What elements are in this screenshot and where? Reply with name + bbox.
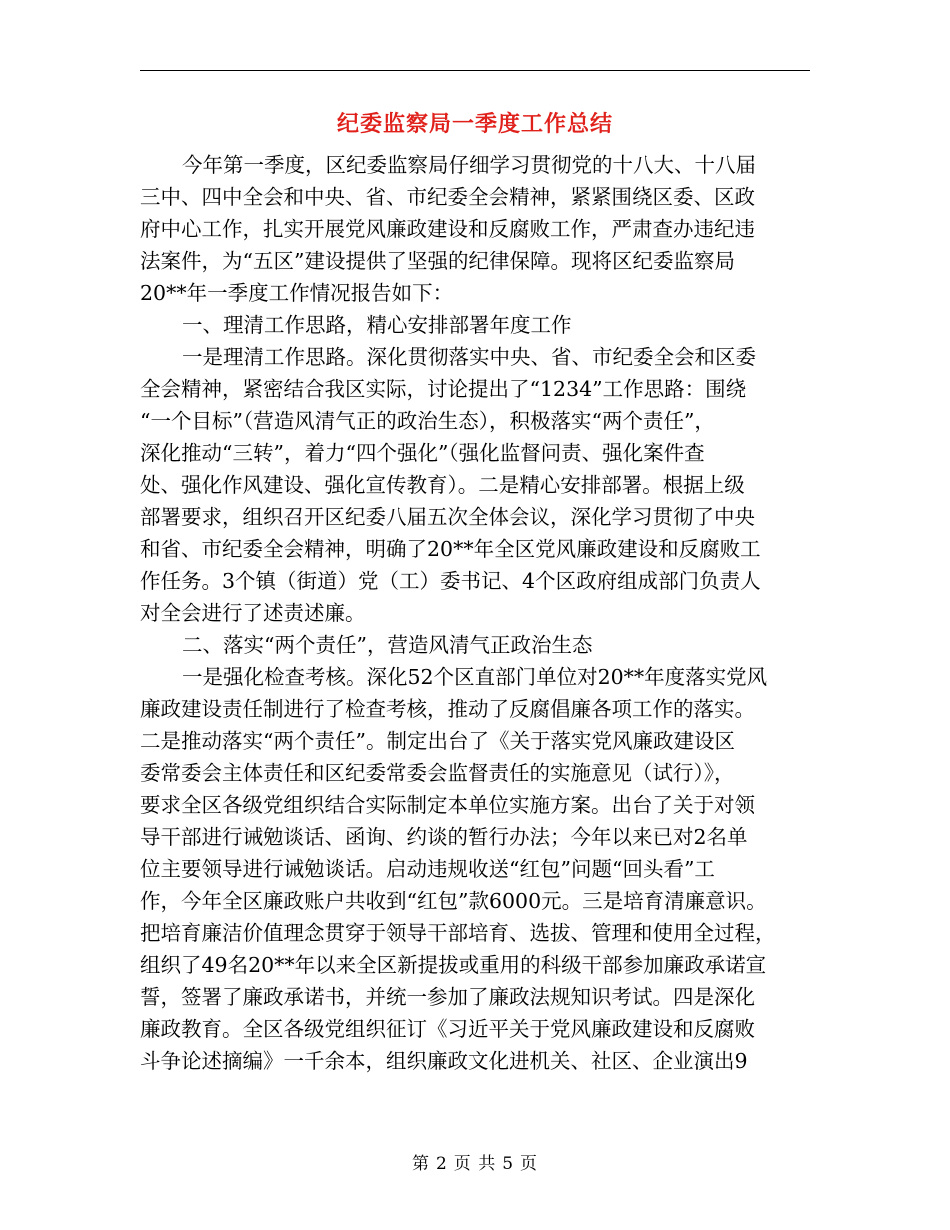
body-line: 誓，签署了廉政承诺书，并统一参加了廉政法规知识考试。四是深化 bbox=[140, 985, 755, 1009]
body-line: “一个目标”（营造风清气正的政治生态），积极落实“两个责任”， bbox=[140, 409, 715, 433]
body-line: 委常委会主体责任和区纪委常委会监督责任的实施意见（试行）》， bbox=[140, 761, 735, 785]
footer-middle: 页 共 bbox=[453, 1154, 497, 1174]
footer-prefix: 第 bbox=[411, 1154, 430, 1174]
body-line: 府中心工作，扎实开展党风廉政建设和反腐败工作，严肃查办违纪违 bbox=[140, 217, 755, 241]
body-line: 对全会进行了述责述廉。 bbox=[140, 601, 366, 625]
footer-suffix: 页 bbox=[520, 1154, 539, 1174]
body-line: 三中、四中全会和中央、省、市纪委全会精神，紧紧围绕区委、区政 bbox=[140, 185, 755, 209]
document-title: 纪委监察局一季度工作总结 bbox=[336, 111, 613, 137]
body-line: 和省、市纪委全会精神，明确了20**年全区党风廉政建设和反腐败工 bbox=[140, 537, 761, 561]
body-line: 二是推动落实“两个责任”。制定出台了《关于落实党风廉政建设区 bbox=[140, 729, 735, 753]
body-line: 一是理清工作思路。深化贯彻落实中央、省、市纪委全会和区委 bbox=[182, 345, 756, 369]
footer-current-page: 2 bbox=[435, 1154, 448, 1174]
body-line: 处、强化作风建设、强化宣传教育）。二是精心安排部署。根据上级 bbox=[140, 473, 745, 497]
body-line: 位主要领导进行诫勉谈话。启动违规收送“红包”问题“回头看”工 bbox=[140, 857, 715, 881]
document-body bbox=[140, 149, 810, 1077]
body-line: 全会精神，紧密结合我区实际，讨论提出了“1234”工作思路：围绕 bbox=[140, 377, 747, 401]
body-line: 导干部进行诫勉谈话、函询、约谈的暂行办法；今年以来已对2名单 bbox=[140, 825, 748, 849]
body-line: 20**年一季度工作情况报告如下： bbox=[140, 281, 454, 305]
body-line: 斗争论述摘编》一千余本，组织廉政文化进机关、社区、企业演出9 bbox=[140, 1049, 748, 1073]
body-line: 法案件，为“五区”建设提供了坚强的纪律保障。现将区纪委监察局 bbox=[140, 249, 735, 273]
body-line: 今年第一季度，区纪委监察局仔细学习贯彻党的十八大、十八届 bbox=[182, 153, 756, 177]
body-line: 作任务。3个镇（街道）党（工）委书记、4个区政府组成部门负责人 bbox=[140, 569, 761, 593]
body-line: 组织了49名20**年以来全区新提拔或重用的科级干部参加廉政承诺宣 bbox=[140, 953, 767, 977]
body-line: 二、落实“两个责任”，营造风清气正政治生态 bbox=[182, 633, 593, 657]
body-line: 把培育廉洁价值理念贯穿于领导干部培育、选拔、管理和使用全过程， bbox=[140, 921, 776, 945]
body-line: 廉政建设责任制进行了检查考核，推动了反腐倡廉各项工作的落实。 bbox=[140, 697, 755, 721]
footer-total-pages: 5 bbox=[502, 1154, 515, 1174]
body-line: 要求全区各级党组织结合实际制定本单位实施方案。出台了关于对领 bbox=[140, 793, 755, 817]
body-line: 作，今年全区廉政账户共收到“红包”款6000元。三是培育清廉意识。 bbox=[140, 889, 767, 913]
header-rule bbox=[140, 70, 810, 71]
body-line: 部署要求，组织召开区纪委八届五次全体会议，深化学习贯彻了中央 bbox=[140, 505, 755, 529]
body-line: 深化推动“三转”，着力“四个强化”（强化监督问责、强化案件查 bbox=[140, 441, 705, 465]
body-line: 一、理清工作思路，精心安排部署年度工作 bbox=[182, 313, 572, 337]
body-line: 廉政教育。全区各级党组织征订《习近平关于党风廉政建设和反腐败 bbox=[140, 1017, 755, 1041]
page-footer bbox=[0, 1152, 950, 1176]
body-line: 一是强化检查考核。深化52个区直部门单位对20**年度落实党风 bbox=[182, 665, 768, 689]
